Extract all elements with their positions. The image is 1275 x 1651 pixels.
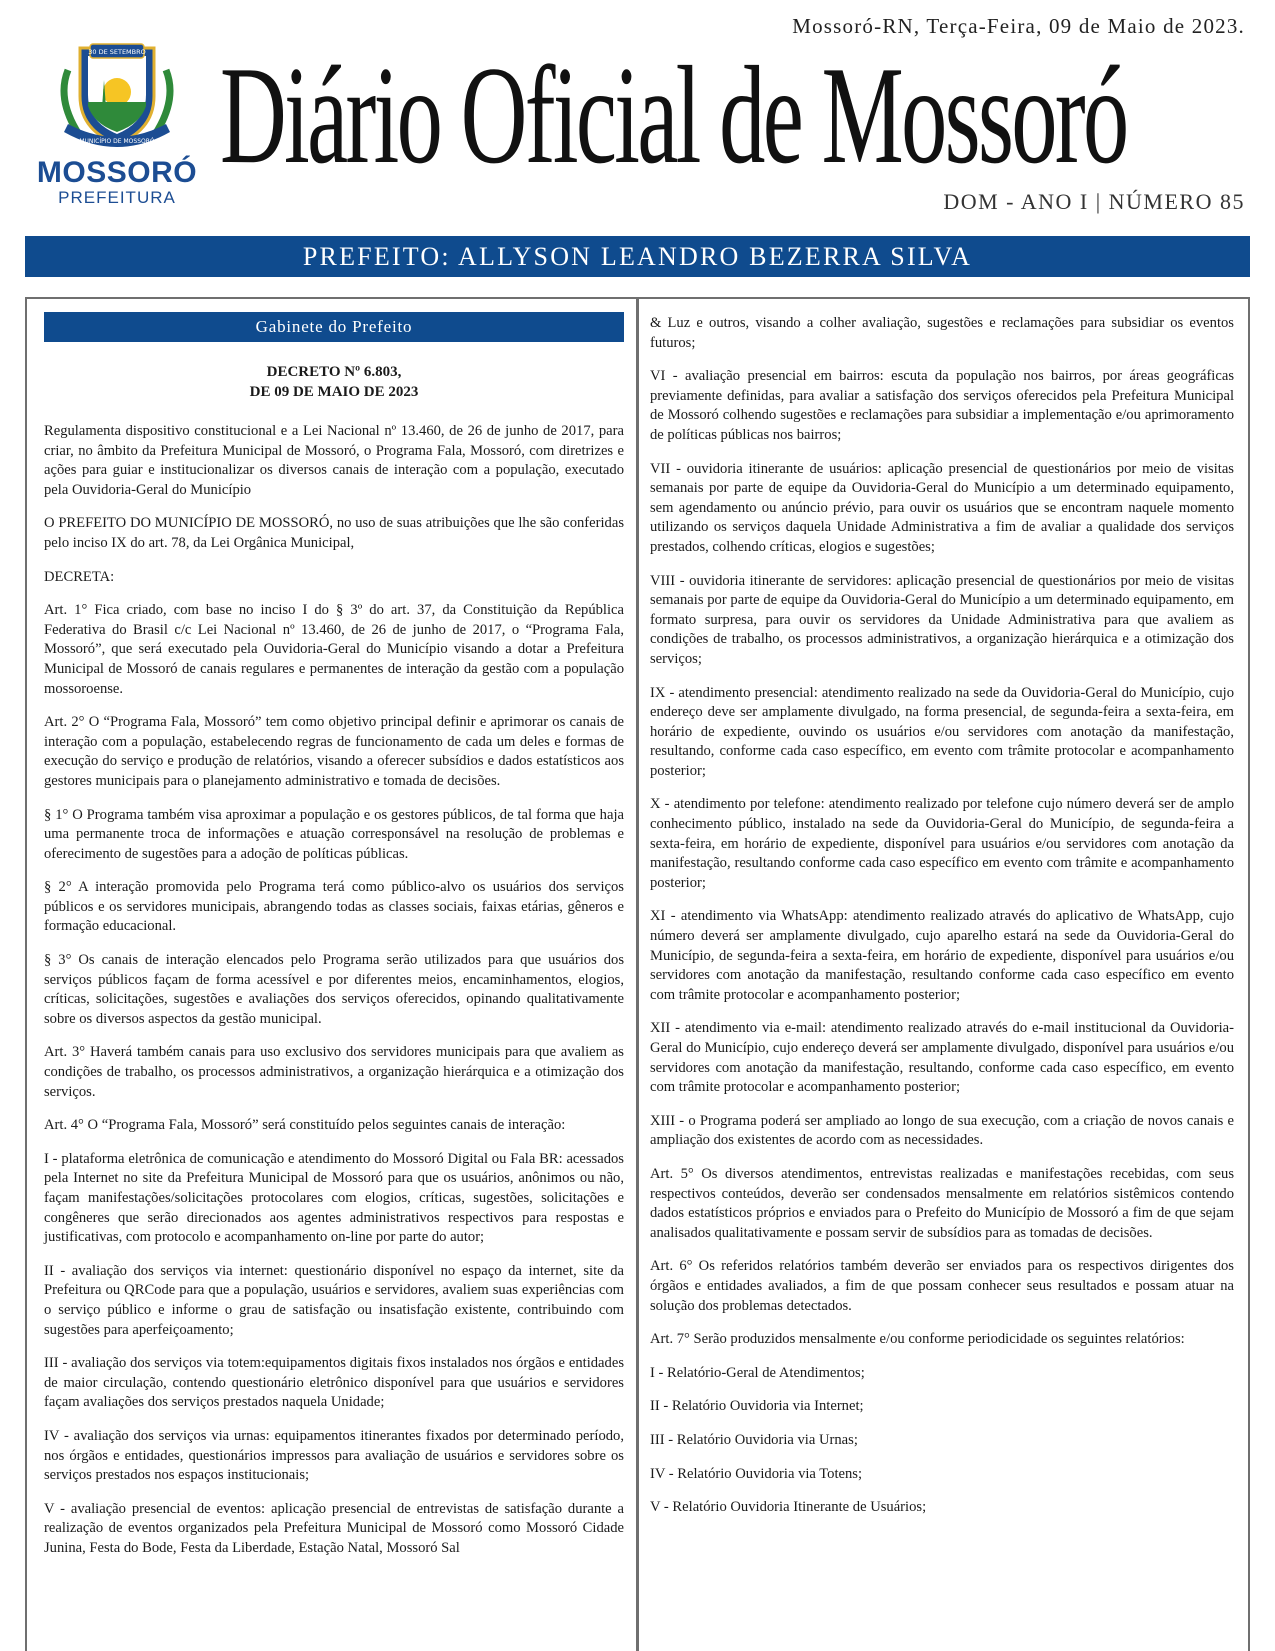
paragraph: IV - Relatório Ouvidoria via Totens; (650, 1465, 863, 1482)
paragraph: X - atendimento por telefone: atendimento realizado por telefone cujo número deverá ser de amplo conhecimento público, instalado na sede da Ouvidoria-Geral do Município, de segunda-feira a sexta-feira, em horário de expediente, disponível para usuários e/ou servidores com anotação da manifestação, resultando conforme cada caso específico em evento com trâmite e acompanhamento posterior; (650, 796, 1234, 891)
paragraph: Art. 7° Serão produzidos mensalmente e/ou conforme periodicidade os seguintes relatórios: (650, 1331, 1185, 1348)
coat-of-arms-icon (54, 40, 180, 152)
left-column (44, 312, 624, 1573)
edition-number: DOM - ANO I | NÚMERO 85 (943, 189, 1245, 214)
logo-ring-text: MUNICÍPIO DE MOSSORÓ (79, 138, 155, 145)
paragraph: VII - ouvidoria itinerante de usuários: aplicação presencial de questionários por meio de visitas semanais por parte de equipe da Ouvidoria-Geral do Município a um determinado equipamento, sem agendamento ou anúncio prévio, para ouvir os usuários que se encontram naquele momento utilizando os serviços daquela Unidade Administrativa a fim de avaliar a qualidade dos serviços prestados, colhendo críticas, elogios e sugestões; (650, 460, 1234, 555)
logo-name: MOSSORÓ (36, 156, 198, 189)
decree-title (44, 362, 624, 402)
paragraph: XI - atendimento via WhatsApp: atendimento realizado através do aplicativo de WhatsApp, cujo número deverá ser amplamente divulgado, cujo aparelho estará na sede da Ouvidoria-Geral do Município, de segunda-feira a sexta-feira, em horário de expediente, disponível para usuários e/ou servidores com anotação da manifestação, resultando conforme cada caso específico em evento com trâmite protocolar e acompanhamento posterior; (650, 908, 1234, 1003)
paragraph: Art. 2° O “Programa Fala, Mossoró” tem como objetivo principal definir e aprimorar os canais de interação com a população, estabelecendo regras de funcionamento de cada um deles e formas de execução do serviço e produção de relatórios, visando a oferecer subsídios e dados estatísticos aos gestores municipais para o planejamento administrativo e tomada de decisões. (44, 714, 624, 789)
paragraph: Art. 5° Os diversos atendimentos, entrevistas realizadas e manifestações recebidas, com seus respectivos conteúdos, deverão ser condensados mensalmente em relatórios sistêmicos contendo dados estatísticos próprios e enviados para o Prefeito do Município de Mossoró a fim de que sejam analisados qualitativamente e possam servir de subsídios para as tomadas de decisões. (650, 1165, 1234, 1241)
publication-date: Mossoró-RN, Terça-Feira, 09 de Maio de 2023. (792, 14, 1245, 38)
paragraph: Art. 1° Fica criado, com base no inciso I do § 3º do art. 37, da Constituição da República Federativa do Brasil c/c Lei Nacional nº 13.460, de 26 de junho de 2017, o “Programa Fala, Mossoró”, que será executado pela Ouvidoria-Geral do Município visando a dotar a Prefeitura Municipal de Mossoró de canais regulares e permanentes de interação da gestão com a população mossoroense. (44, 602, 624, 697)
prefeitura-logo (22, 40, 212, 210)
paragraph: DECRETA: (44, 568, 115, 585)
paragraph: VIII - ouvidoria itinerante de servidores: aplicação presencial de questionários por meio de visitas semanais por parte de equipe da Ouvidoria-Geral do Município a um determinado equipamento, em formato surpresa, para ouvir os servidores da Unidade Administrativa para que avaliem as condições de trabalho, os processos administrativos, a organização hierárquica e a otimização dos serviços; (650, 572, 1234, 667)
masthead-title: Diário Oficial de Mossoró (220, 38, 1127, 193)
paragraph: O PREFEITO DO MUNICÍPIO DE MOSSORÓ, no uso de suas atribuições que lhe são conferidas pelo inciso IX do art. 78, da Lei Orgânica Municipal, (44, 515, 624, 551)
logo-subtitle: PREFEITURA (58, 188, 176, 207)
paragraph: § 1° O Programa também visa aproximar a população e os gestores públicos, de tal forma que haja uma permanente troca de informações e atuação corresponsável na resolução de problemas e oferecimento de sugestões para a adoção de políticas públicas. (44, 806, 624, 862)
paragraph: § 2° A interação promovida pelo Programa terá como público-alvo os usuários dos serviços públicos e os servidores municipais, abrangendo todas as classes sociais, faixas etárias, gêneros e formação educacional. (44, 879, 624, 935)
paragraph: & Luz e outros, visando a colher avaliação, sugestões e reclamações para subsidiar os eventos futuros; (650, 315, 1234, 351)
right-column (650, 314, 1234, 1532)
section-header: Gabinete do Prefeito (44, 312, 624, 342)
column-divider (636, 299, 639, 1651)
paragraph: I - plataforma eletrônica de comunicação e atendimento do Mossoró Digital ou Fala BR: acessados pela Internet no site da Prefeitura Municipal de Mossoró para que os usuários, anônimos ou não, façam manifestações/solicitações protocolares com elogios, críticas, sugestões, solicitações e congêneres que serão direcionados aos agentes administrativos respectivos para respostas e justificativas, com protocolo e acompanhamento on-line por parte do autor; (44, 1150, 624, 1246)
paragraph: Art. 4° O “Programa Fala, Mossoró” será constituído pelos seguintes canais de interação: (44, 1117, 566, 1134)
paragraph: § 3° Os canais de interação elencados pelo Programa serão utilizados para que usuários dos serviços públicos façam de forma acessível e por diferentes meios, encaminhamentos, elogios, críticas, solicitações, sugestões e avaliações dos serviços oferecidos, opinando qualitativamente sobre os diversos aspectos da gestão municipal. (44, 952, 624, 1027)
paragraph: III - avaliação dos serviços via totem:equipamentos digitais fixos instalados nos órgãos e entidades de maior circulação, contendo questionário eletrônico disponível para que usuários e servidores façam avaliações dos serviços prestados naquela Unidade; (44, 1355, 624, 1411)
paragraph: I - Relatório-Geral de Atendimentos; (650, 1364, 865, 1381)
mayor-banner: PREFEITO: ALLYSON LEANDRO BEZERRA SILVA (25, 236, 1250, 277)
paragraph: IV - avaliação dos serviços via urnas: equipamentos itinerantes fixados por determinado período, nos órgãos e entidades, questionários impressos para avaliação de usuários e servidores sobre os serviços prestados nos espaços institucionais; (44, 1427, 624, 1484)
paragraph: II - Relatório Ouvidoria via Internet; (650, 1398, 864, 1415)
paragraph: XII - atendimento via e-mail: atendimento realizado através do e-mail institucional da Ouvidoria-Geral do Município, cujo endereço deverá ser amplamente divulgado, disponível para usuários e/ou servidores com anotação da manifestação, resultando, conforme cada caso específico, em evento com trâmite protocolar e acompanhamento posterior; (650, 1020, 1234, 1096)
paragraph: II - avaliação dos serviços via internet: questionário disponível no espaço da internet, site da Prefeitura ou QRCode para que a população, usuários e servidores, avaliem suas experiências com o serviço público e informe o grau de satisfação ou insatisfação existente, contribuindo com sugestões para aperfeiçoamento; (44, 1262, 624, 1338)
paragraph: III - Relatório Ouvidoria via Urnas; (650, 1431, 858, 1448)
decree-date: DE 09 DE MAIO DE 2023 (249, 384, 419, 400)
paragraph: IX - atendimento presencial: atendimento realizado na sede da Ouvidoria-Geral do Município, cujo endereço deve ser amplamente divulgado, na forma presencial, de segunda-feira a sexta-feira, em horário de expediente, ouvindo os usuários e/ou servidores com anotação da manifestação, resultando, conforme cada caso específico, em evento com trâmite protocolar e acompanhamento posterior; (650, 684, 1234, 779)
paragraph: V - Relatório Ouvidoria Itinerante de Usuários; (650, 1499, 927, 1516)
paragraph: VI - avaliação presencial em bairros: escuta da população nos bairros, por áreas geográficas previamente definidas, para avaliar a satisfação dos serviços oferecidos pela Prefeitura Municipal de Mossoró colhendo sugestões e reclamações para subsidiar a implementação e/ou aprimoramento de políticas públicas nos bairros; (650, 368, 1234, 443)
paragraph: Regulamenta dispositivo constitucional e a Lei Nacional nº 13.460, de 26 de junho de 2017, para criar, no âmbito da Prefeitura Municipal de Mossoró, o Programa Fala, Mossoró, com diretrizes e ações para guiar e institucionalizar os diversos canais de interação com a população, executado pela Ouvidoria-Geral do Município (44, 423, 624, 498)
paragraph: V - avaliação presencial de eventos: aplicação presencial de entrevistas de satisfação durante a realização de eventos organizados pela Prefeitura Municipal de Mossoró como Mossoró Cidade Junina, Festa do Bode, Festa da Liberdade, Estação Natal, Mossoró Sal (44, 1500, 624, 1556)
paragraph: XIII - o Programa poderá ser ampliado ao longo de sua execução, com a criação de novos canais e ampliação dos existentes de acordo com as necessidades. (650, 1112, 1234, 1149)
paragraph: Art. 3° Haverá também canais para uso exclusivo dos servidores municipais para que avaliem as condições de trabalho, os processos administrativos, a organização hierárquica e a otimização dos serviços. (44, 1044, 624, 1100)
decree-number: DECRETO Nº 6.803, (266, 364, 402, 380)
paragraph: Art. 6° Os referidos relatórios também deverão ser enviados para os respectivos dirigentes dos órgãos e entidades avaliados, a fim de que possam conhecer seus resultados e possam atuar na solução dos problemas detectados. (650, 1258, 1234, 1314)
logo-ribbon-text: 30 DE SETEMBRO (88, 48, 146, 56)
